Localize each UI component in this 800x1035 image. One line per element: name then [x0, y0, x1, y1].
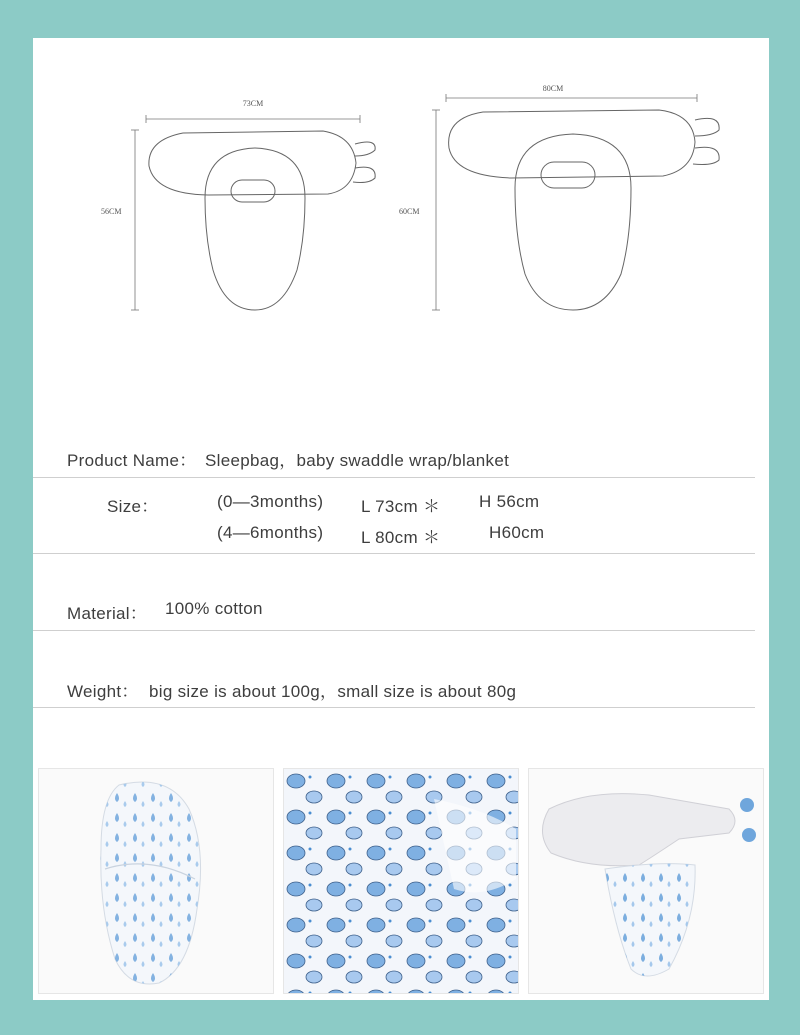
large-width-label: 80CM — [542, 84, 564, 93]
weight-value: big size is about 100g，small size is about 80g — [149, 682, 517, 701]
size-diagrams — [33, 38, 769, 368]
product-sheet — [33, 38, 769, 1000]
photo-swaddled — [38, 768, 274, 994]
product-name-row — [33, 433, 755, 478]
size-height-2: H60cm — [489, 523, 545, 542]
diagram-small — [101, 99, 375, 310]
product-name-value: Sleepbag，baby swaddle wrap/blanket — [205, 451, 510, 470]
material-row — [33, 554, 755, 631]
size-label: Size： — [107, 497, 159, 516]
diagram-large — [399, 84, 719, 310]
product-photos — [38, 768, 766, 994]
size-height-1: H 56cm — [479, 492, 540, 511]
photo-open-image — [529, 769, 764, 994]
size-length-2: L 80cm ＊ — [361, 528, 441, 547]
size-length-1: L 73cm ＊ — [361, 497, 441, 516]
small-height-label: 56CM — [101, 207, 122, 216]
photo-pattern-image — [284, 769, 519, 994]
size-row — [33, 478, 755, 554]
material-value: 100% cotton — [165, 599, 263, 618]
weight-label: Weight： — [67, 682, 139, 701]
photo-open-flat — [528, 768, 764, 994]
material-label: Material： — [67, 604, 148, 623]
weight-row — [33, 631, 755, 708]
photo-swaddled-image — [39, 769, 274, 994]
product-name-label: Product Name： — [67, 451, 197, 470]
size-range-2: (4—6months) — [217, 523, 324, 542]
small-width-label: 73CM — [242, 99, 264, 108]
size-range-1: (0—3months) — [217, 492, 324, 511]
photo-pattern-closeup — [283, 768, 519, 994]
large-height-label: 60CM — [399, 207, 420, 216]
